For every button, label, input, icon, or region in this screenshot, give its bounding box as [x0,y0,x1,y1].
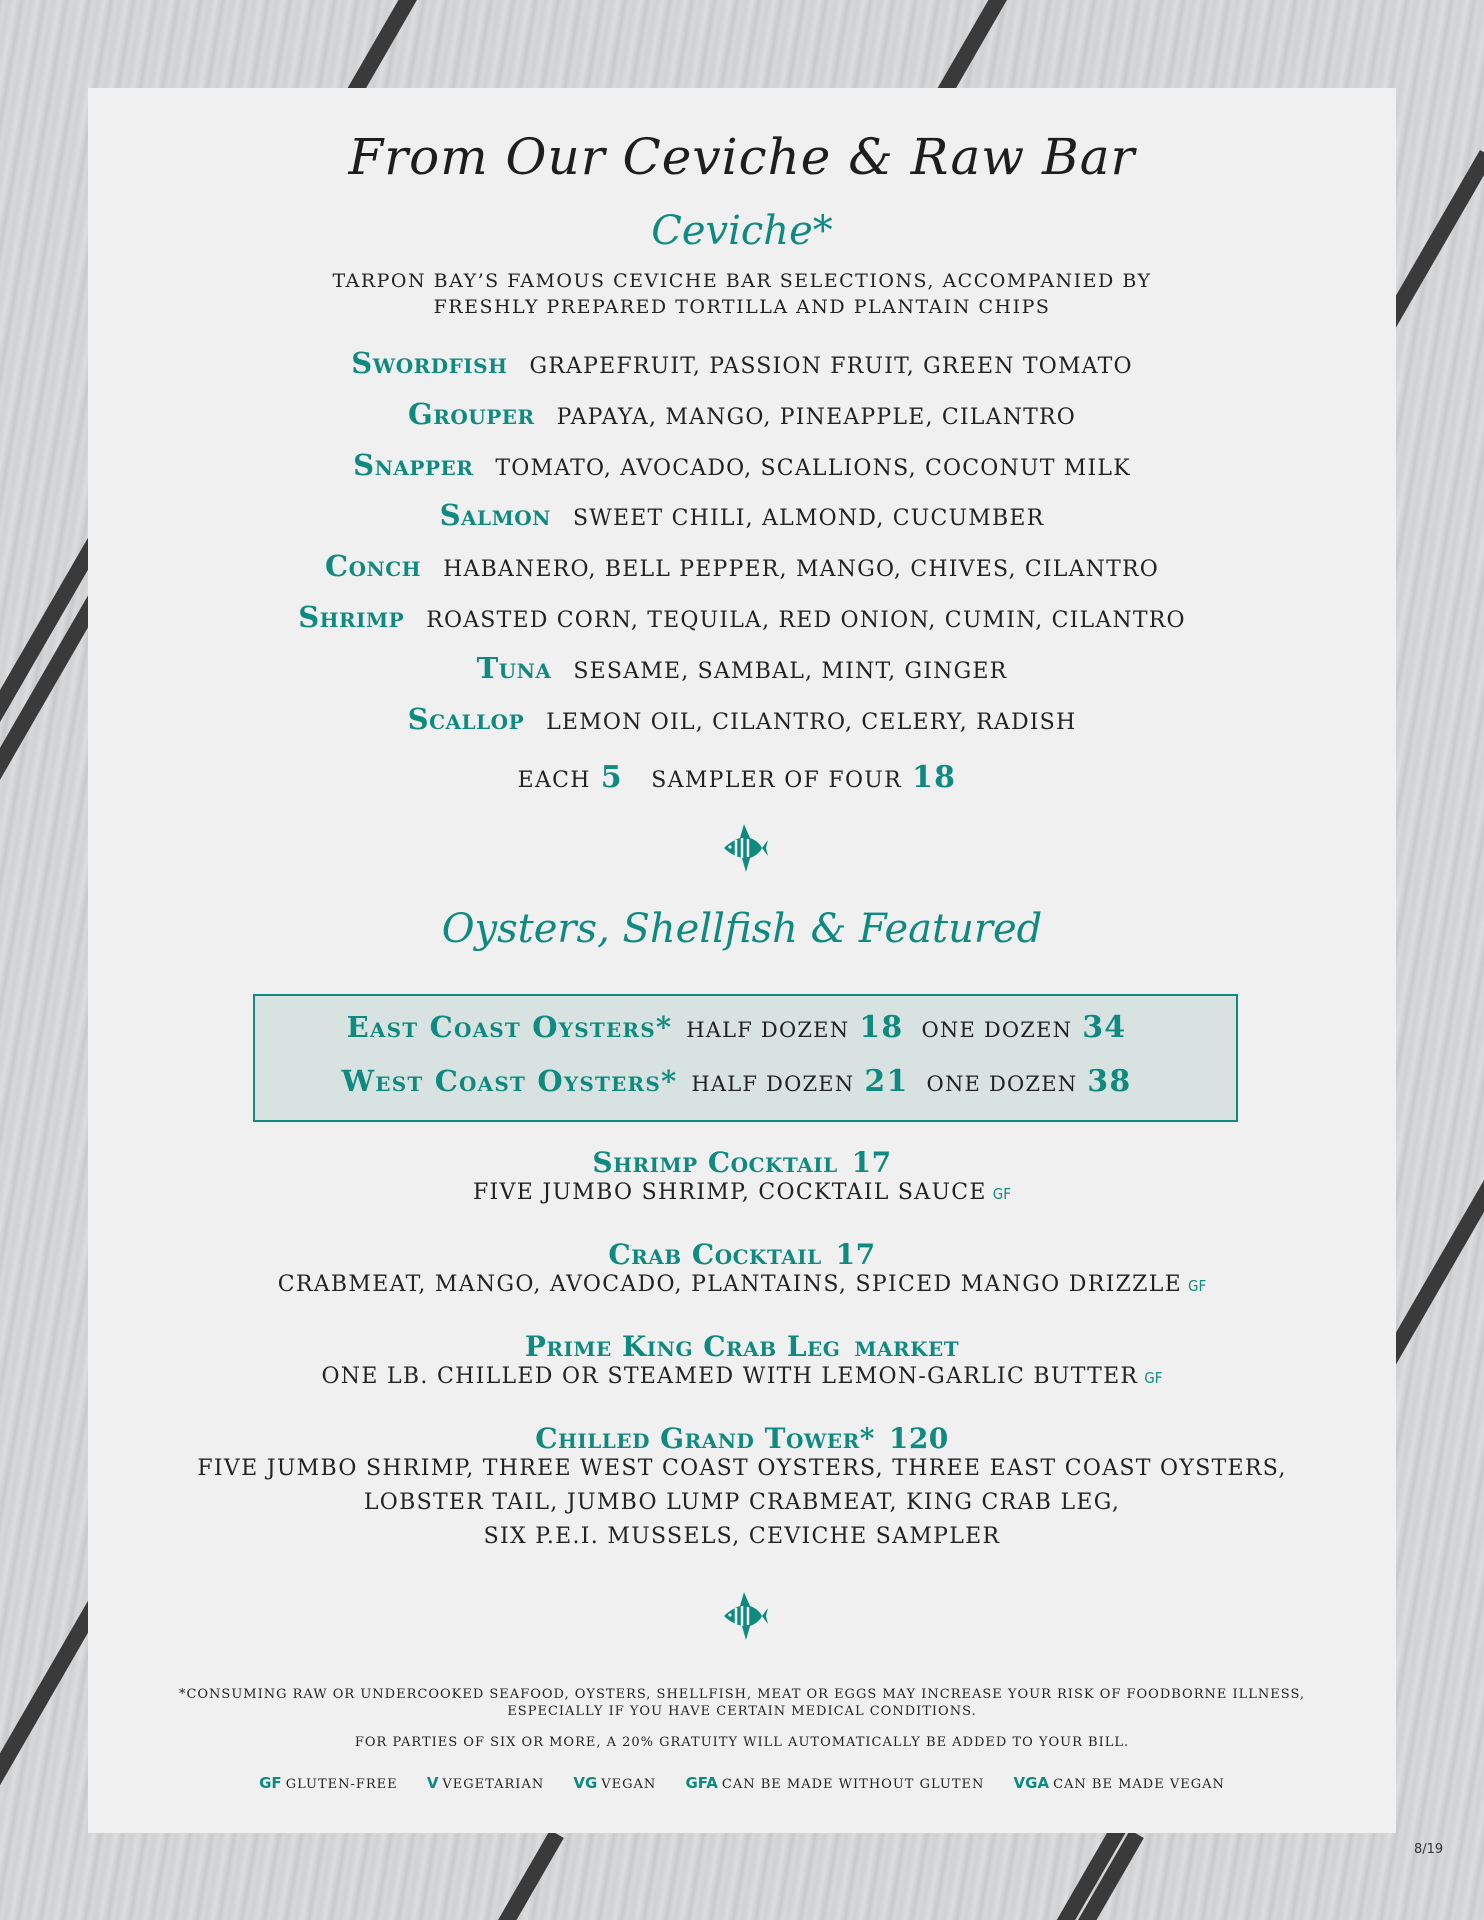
advisory-line: ESPECIALLY IF YOU HAVE CERTAIN MEDICAL CONDITIONS. [507,1704,977,1719]
featured-item-title [88,1238,1396,1271]
legend-label: GLUTEN-FREE [285,1777,398,1792]
legend-label: VEGETARIAN [442,1777,545,1792]
oyster-price-box [253,994,1238,1122]
item-description-line: LOBSTER TAIL, JUMBO LUMP CRABMEAT, KING CRAB LEG, [363,1490,1121,1515]
ceviche-description: PAPAYA, MANGO, PINEAPPLE, CILANTRO [556,405,1077,430]
angelfish-icon [722,822,768,874]
legend-code: GFA [685,1774,718,1792]
legend-item [426,1774,545,1792]
consumption-advisory [88,1686,1396,1720]
ceviche-item [88,651,1396,685]
ceviche-description: TOMATO, AVOCADO, SCALLIONS, COCONUT MILK [495,456,1131,481]
ceviche-intro [88,268,1396,320]
item-price: market [854,1330,960,1363]
oyster-row [255,1010,1236,1045]
legend-item [685,1774,985,1792]
ceviche-fish-name: Grouper [407,397,535,431]
ceviche-fish-name: Salmon [439,498,551,532]
page-title: From Our Ceviche & Raw Bar [348,128,1136,186]
ceviche-description: ROASTED CORN, TEQUILA, RED ONION, CUMIN, CILANTRO [426,608,1186,633]
featured-item-description [88,1360,1396,1395]
ceviche-fish-name: Scallop [407,702,525,736]
ceviche-item [88,346,1396,380]
ceviche-description: SESAME, SAMBAL, MINT, GINGER [573,659,1008,684]
legend-code: VGA [1013,1774,1050,1792]
item-description: ONE LB. CHILLED OR STEAMED WITH LEMON-GARLIC BUTTER [321,1364,1139,1389]
featured-item-description [88,1176,1396,1211]
legend-code: VG [573,1774,598,1792]
item-name: Crab Cocktail [608,1238,822,1271]
item-price: 120 [888,1422,949,1455]
gf-tag: GF [992,1185,1012,1203]
ceviche-intro-line: FRESHLY PREPARED TORTILLA AND PLANTAIN CHIPS [433,296,1051,318]
ceviche-description: LEMON OIL, CILANTRO, CELERY, RADISH [546,710,1077,735]
ceviche-section-title: Ceviche* [651,208,833,254]
ceviche-description: GRAPEFRUIT, PASSION FRUIT, GREEN TOMATO [529,354,1133,379]
each-price: 5 [600,760,623,795]
featured-item-title [88,1146,1396,1179]
ceviche-item [88,549,1396,583]
ceviche-description: SWEET CHILI, ALMOND, CUCUMBER [572,506,1045,531]
menu-page [88,88,1396,1833]
advisory-line: *CONSUMING RAW OR UNDERCOOKED SEAFOOD, OYSTERS, SHELLFISH, MEAT OR EGGS MAY INCREASE YOUR RISK OF FOODBORNE ILLNESS, [178,1687,1306,1702]
featured-item-description [88,1452,1396,1554]
legend-label: CAN BE MADE WITHOUT GLUTEN [721,1777,985,1792]
item-description-line: FIVE JUMBO SHRIMP, THREE WEST COAST OYSTERS, THREE EAST COAST OYSTERS, [197,1456,1287,1481]
item-name: Shrimp Cocktail [592,1146,838,1179]
dietary-legend [88,1774,1396,1792]
gf-tag: GF [1144,1369,1163,1387]
legend-item [573,1774,657,1792]
item-description: CRABMEAT, MANGO, AVOCADO, PLANTAINS, SPICED MANGO DRIZZLE [277,1272,1183,1297]
featured-item-description [88,1268,1396,1303]
oyster-row [255,1064,1236,1099]
ceviche-intro-line: TARPON BAY’S FAMOUS CEVICHE BAR SELECTIONS, ACCOMPANIED BY [332,270,1152,292]
each-label: EACH [517,768,591,793]
gratuity-note: FOR PARTIES OF SIX OR MORE, A 20% GRATUITY WILL AUTOMATICALLY BE ADDED TO YOUR BILL. [354,1735,1130,1750]
angelfish-icon [722,1590,768,1642]
page-number: 8/19 [1414,1842,1444,1857]
item-name: Chilled Grand Tower* [535,1422,875,1455]
dozen-price: 38 [1087,1064,1132,1099]
featured-item-title [88,1422,1396,1455]
item-description: FIVE JUMBO SHRIMP, COCKTAIL SAUCE [472,1180,987,1205]
dozen-label: ONE DOZEN [926,1072,1078,1096]
legend-item [259,1774,398,1792]
dozen-label: ONE DOZEN [921,1018,1073,1042]
half-dozen-price: 21 [864,1064,909,1099]
half-dozen-price: 18 [859,1010,904,1045]
ceviche-fish-name: Snapper [353,448,474,482]
ceviche-item [88,702,1396,736]
ceviche-description: HABANERO, BELL PEPPER, MANGO, CHIVES, CILANTRO [443,557,1159,582]
half-dozen-label: HALF DOZEN [691,1072,855,1096]
gf-tag: GF [1188,1277,1207,1295]
sampler-label: SAMPLER OF FOUR [651,768,902,793]
oyster-name: East Coast Oysters* [346,1010,673,1044]
ceviche-item [88,498,1396,532]
item-description-line: SIX P.E.I. MUSSELS, CEVICHE SAMPLER [483,1524,1001,1549]
ceviche-item [88,448,1396,482]
ceviche-fish-name: Shrimp [298,600,405,634]
ceviche-fish-name: Swordfish [351,346,508,380]
ceviche-fish-name: Conch [324,549,422,583]
ceviche-pricing [88,760,1396,795]
oyster-name: West Coast Oysters* [341,1064,678,1098]
sampler-price: 18 [912,760,957,795]
ceviche-fish-name: Tuna [476,651,552,685]
item-name: Prime King Crab Leg [524,1330,841,1363]
ceviche-item [88,600,1396,634]
item-price: 17 [835,1238,876,1271]
legend-label: VEGAN [601,1777,657,1792]
oysters-section-title: Oysters, Shellfish & Featured [441,906,1043,952]
ceviche-item [88,397,1396,431]
wood-seam [100,1830,564,1920]
dozen-price: 34 [1082,1010,1127,1045]
legend-item [1013,1774,1225,1792]
legend-code: GF [259,1774,282,1792]
legend-label: CAN BE MADE VEGAN [1053,1777,1225,1792]
item-price: 17 [851,1146,892,1179]
featured-item-title [88,1330,1396,1363]
legend-code: V [426,1774,439,1792]
half-dozen-label: HALF DOZEN [686,1018,850,1042]
